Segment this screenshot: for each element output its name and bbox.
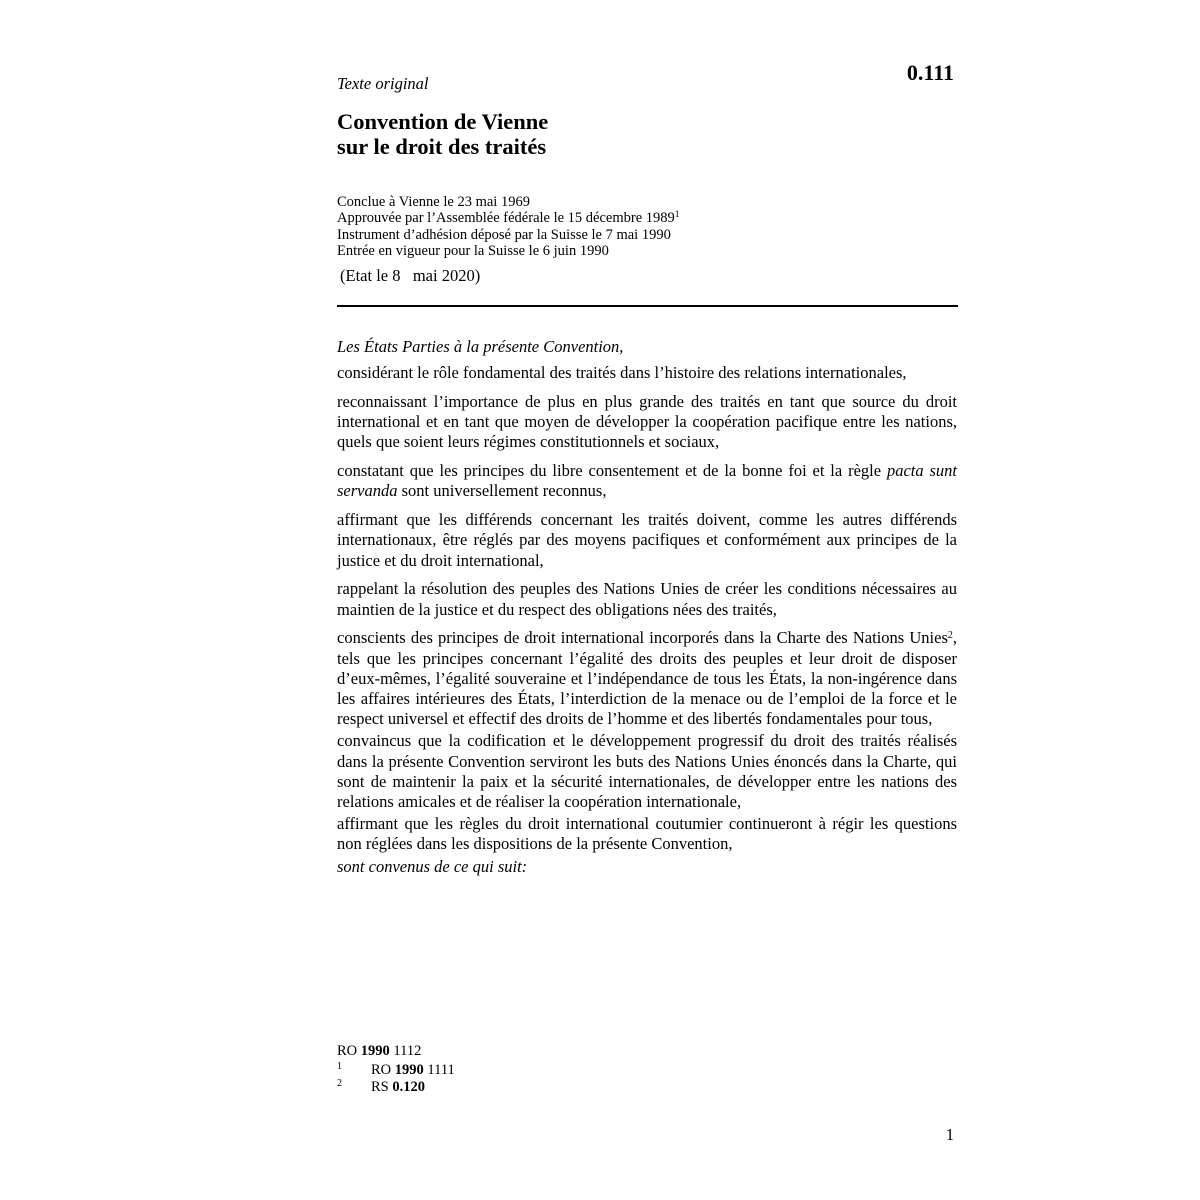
- adoption-dates: [337, 194, 680, 259]
- date-instrument: Instrument d’adhésion déposé par la Suisse le 7 mai 1990: [337, 226, 671, 243]
- ro-prefix: RO: [337, 1043, 361, 1059]
- fn2-prefix: RS: [371, 1079, 393, 1095]
- date-conclue: Conclue à Vienne le 23 mai 1969: [337, 194, 530, 210]
- footnote-2: [337, 1078, 425, 1096]
- footnote-1-number: 1: [337, 1061, 342, 1072]
- etat-date: (Etat le 8 mai 2020): [340, 266, 481, 285]
- p6-end: , tels que les principes concernant l’égalité des droits des peuples et leur droit de disposer d’eux-mêmes, l’égalité souveraine et l’indépendance de tous les États, la non-ingérence dans les affaires intérieures des États, l’interdiction de la menace ou de l’emploi de la force et le respect universel et effectif des droits de l’homme et des libertés fondamentales pour tous,: [337, 628, 957, 729]
- preamble-paragraph-7: convaincus que la codification et le développement progressif du droit des traités réalisés dans la présente Convention serviront les buts des Nations Unies énoncés dans la Charte, qui sont de maintenir la paix et la sécurité internationales, de développer entre les nations des relations amicales et de réaliser la coopération internationale,: [337, 731, 957, 812]
- texte-original-label: Texte original: [337, 74, 429, 93]
- page-number: 1: [945, 1125, 954, 1144]
- date-entree: Entrée en vigueur pour la Suisse le 6 juin 1990: [337, 242, 609, 259]
- preamble-paragraph-8: affirmant que les règles du droit international coutumier continueront à régir les questions non réglées dans les dispositions de la présente Convention,: [337, 814, 957, 854]
- footnote-1-text: [371, 1062, 455, 1079]
- preamble-paragraph-1: considérant le rôle fondamental des traités dans l’histoire des relations internationales,: [337, 363, 907, 383]
- document-page: [337, 0, 957, 1200]
- footnote-2-number: 2: [337, 1078, 342, 1089]
- fn2-ref: 0.120: [392, 1079, 425, 1095]
- footnote-1: [337, 1061, 455, 1079]
- footnotes: [337, 1043, 455, 1096]
- fn1-prefix: RO: [371, 1062, 395, 1078]
- preamble-intro: Les États Parties à la présente Convention,: [337, 337, 624, 356]
- preamble-paragraph-3: [337, 461, 957, 501]
- ro-page: 1112: [389, 1043, 422, 1059]
- header-divider: [337, 305, 958, 307]
- p3-italic: pacta sunt servanda: [337, 461, 957, 501]
- title-line-2: sur le droit des traités: [337, 134, 547, 159]
- title-line-1: Convention de Vienne: [337, 109, 549, 134]
- date-approuvee: [337, 210, 680, 226]
- preamble-outro: sont convenus de ce qui suit:: [337, 856, 528, 876]
- p6-start: conscients des principes de droit international incorporés dans la Charte des Nations Unies: [337, 628, 948, 648]
- ro-year: 1990: [360, 1043, 390, 1059]
- preamble-paragraph-6: [337, 628, 957, 729]
- footnote-ref-2[interactable]: 2: [947, 630, 953, 642]
- fn1-page: 1111: [423, 1062, 455, 1078]
- footnote-ref-1[interactable]: 1: [674, 210, 680, 221]
- p3-start: constatant que les principes du libre consentement et de la bonne foi et la règle: [337, 461, 887, 481]
- date-approuvee-text: Approuvée par l’Assemblée fédérale le 15 décembre 1989: [337, 210, 675, 227]
- ro-reference: [337, 1043, 421, 1062]
- preamble-paragraph-5: rappelant la résolution des peuples des Nations Unies de créer les conditions nécessaires au maintien de la justice et du respect des obligations nées des traités,: [337, 579, 957, 619]
- preamble: [337, 337, 957, 885]
- preamble-paragraph-4: affirmant que les différends concernant les traités doivent, comme les autres différends internationaux, être réglés par des moyens pacifiques et conformément aux principes de la justice et du droit international,: [337, 510, 957, 570]
- p3-end: sont universellement reconnus,: [397, 481, 607, 501]
- document-title: [337, 109, 548, 159]
- fn1-year: 1990: [394, 1062, 424, 1078]
- preamble-paragraph-2: reconnaissant l’importance de plus en plus grande des traités en tant que source du droit international et en tant que moyen de développer la coopération pacifique entre les nations, quels que soient leurs régimes constitutionnels et sociaux,: [337, 392, 957, 452]
- footnote-2-text: [371, 1079, 425, 1096]
- sr-number: 0.111: [906, 60, 954, 85]
